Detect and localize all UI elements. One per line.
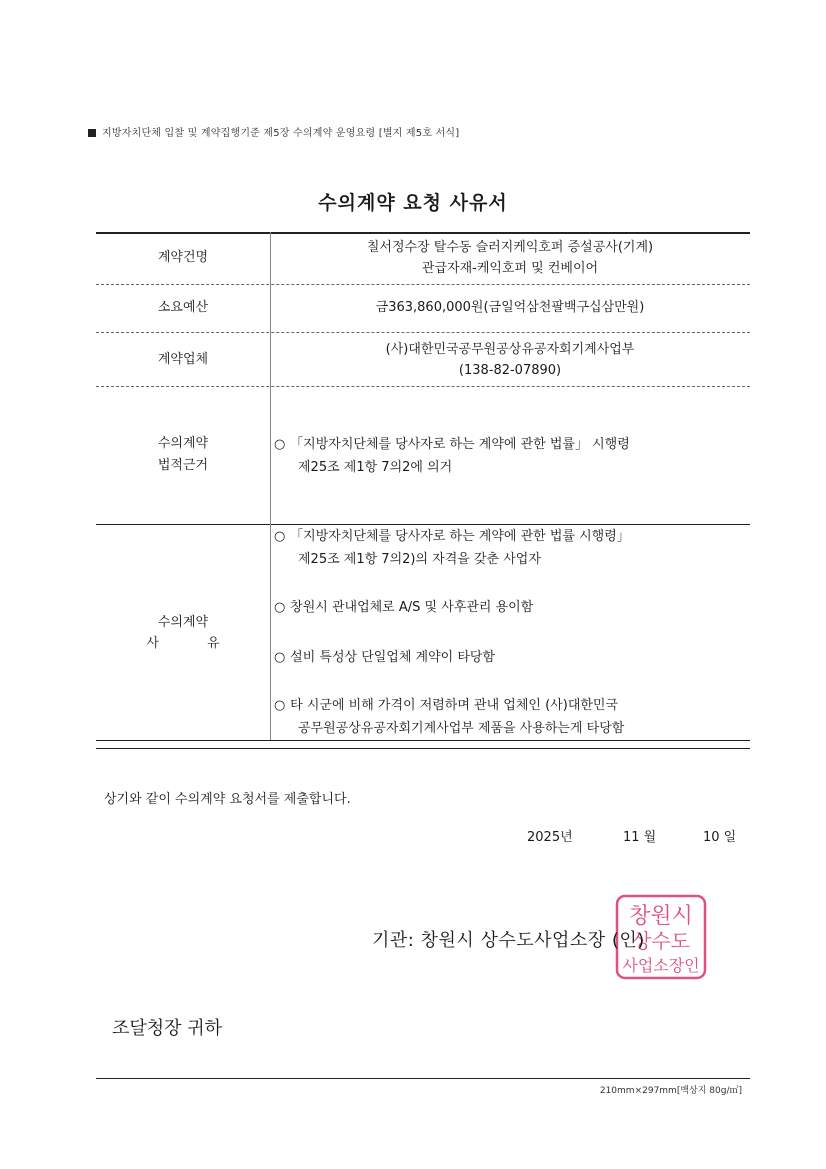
reason-item-1-line2: 제25조 제1항 7의2)의 자격을 갖춘 사업자 [298,552,541,567]
budget-label: 소요예산 [157,300,209,315]
circle-bullet-icon: ○ [274,650,286,665]
form-reference-note: 지방자치단체 입찰 및 계약집행기준 제5장 수의계약 운영요령 [별지 제5호 서식] [88,124,459,139]
vendor-number: (138-82-07890) [458,363,562,378]
budget-value: 금363,860,000원(금일억삼천팔백구십삼만원) [375,300,645,315]
square-bullet-icon [88,129,96,137]
legal-basis-line2: 제25조 제1항 7의2에 의거 [298,460,453,475]
footer-rule [96,1078,750,1079]
reason-item-2: ○ 창원시 관내업체로 A/S 및 사후관리 용이함 [274,596,750,619]
legal-basis-label-line1: 수의계약 [157,436,209,451]
contract-name-label: 계약건명 [157,250,209,265]
vendor-label: 계약업체 [157,352,209,367]
reason-label-line2: 사 유 [146,636,242,651]
date-day: 10 일 [703,830,737,845]
date-year: 2025년 [527,830,573,845]
table-top-border [96,232,750,234]
reason-item-4: ○ 타 시군에 비해 가격이 저렴하며 관내 업체인 (사)대한민국 [274,694,750,717]
legal-basis-label-line2: 법적근거 [157,458,209,473]
circle-bullet-icon: ○ [274,437,286,452]
closing-statement: 상기와 같이 수의계약 요청서를 제출합니다. [104,792,351,807]
circle-bullet-icon: ○ [274,600,286,615]
legal-basis-line1: ○ 「지방자치단체를 당사자로 하는 계약에 관한 법률」 시행령 [274,433,750,456]
reason-label-line1: 수의계약 [157,615,209,630]
contract-name-line1: 칠서정수장 탈수동 슬러지케익호퍼 증설공사(기계) [366,240,654,255]
reason-item-4-line2: 공무원공상유공자회기계사업부 제품을 사용하는게 타당함 [298,721,625,736]
reason-item-1: ○ 「지방자치단체를 당사자로 하는 계약에 관한 법률 시행령」 [274,525,750,548]
reason-item-3: ○ 설비 특성상 단일업체 계약이 타당함 [274,646,750,669]
document-title: 수의계약 요청 사유서 [318,192,508,214]
svg-text:창원시: 창원시 [629,904,693,929]
circle-bullet-icon: ○ [274,529,286,544]
table-bottom-border [96,740,750,741]
vendor-name: (사)대한민국공무원공상유공자회기계사업부 [385,342,635,357]
row-divider [96,332,750,333]
row-divider [96,284,750,285]
contract-name-line2: 관급자재-케익호퍼 및 컨베이어 [421,261,599,276]
paper-spec-footer: 210mm×297mm[백상지 80g/㎡] [599,1086,742,1096]
circle-bullet-icon: ○ [274,698,286,713]
svg-text:상수도: 상수도 [632,929,690,953]
issuing-organization: 기관: 창원시 상수도사업소장 (인) [372,930,645,951]
date-month: 11 월 [623,830,657,845]
table-bottom-border-double [96,748,750,749]
svg-text:사업소장인: 사업소장인 [622,956,700,975]
row-divider [96,386,750,387]
addressee: 조달청장 귀하 [112,1018,223,1039]
